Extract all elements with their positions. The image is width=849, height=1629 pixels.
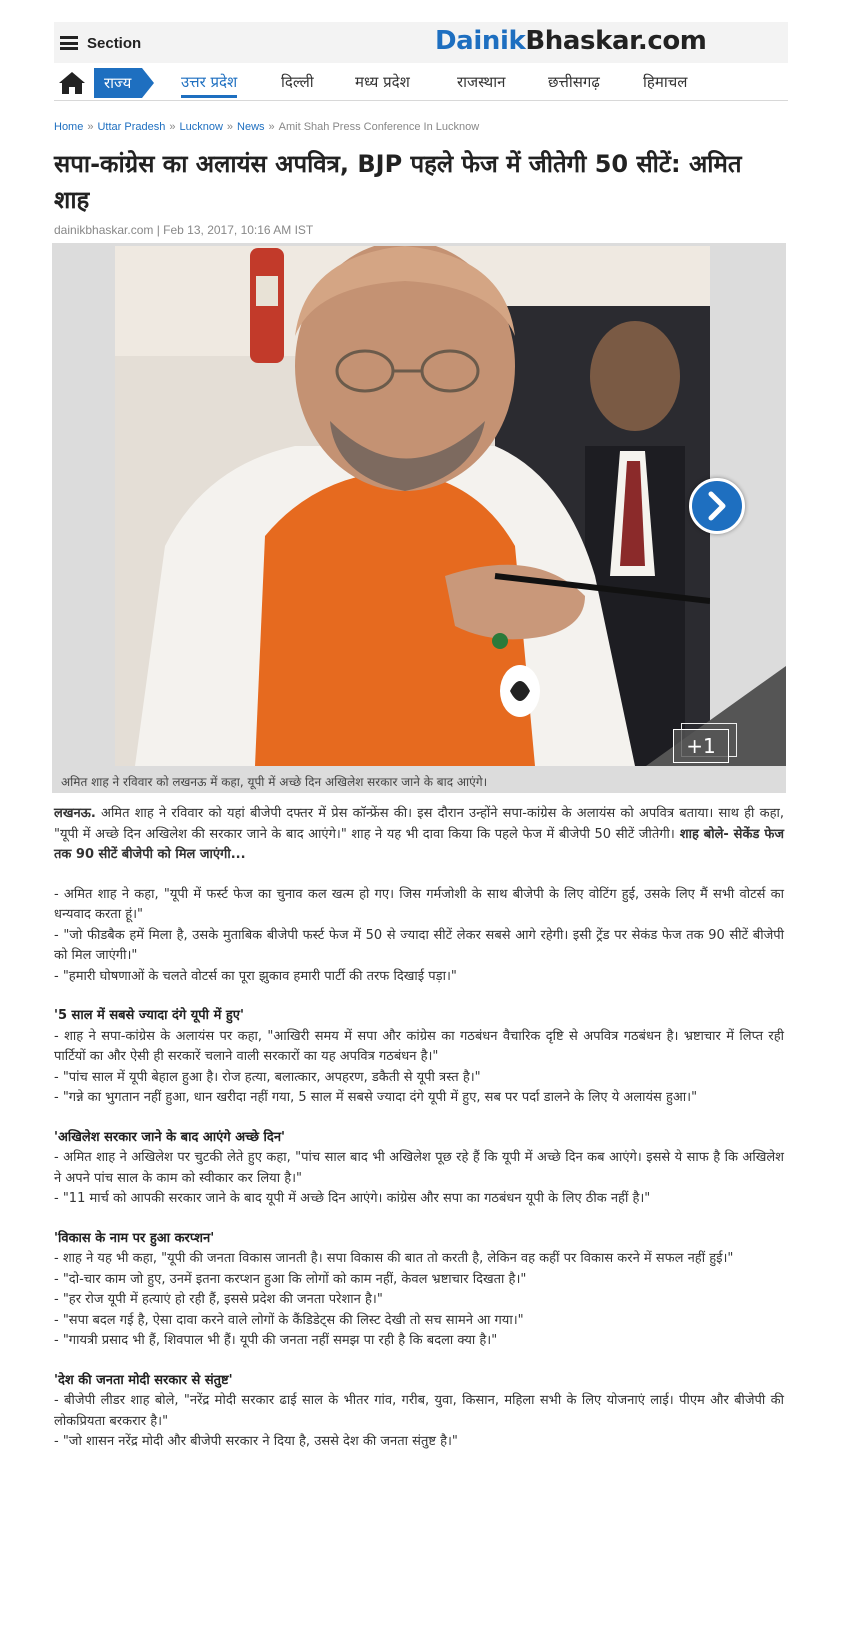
paragraph: - "गन्ने का भुगतान नहीं हुआ, धान खरीदा नहीं गया, 5 साल में सबसे ज्यादा दंगे यूपी में हुए, सब पर पर्दा डालने के लिए ये अलायंस हुआ।" (54, 1090, 698, 1105)
paragraph: - "11 मार्च को आपकी सरकार जाने के बाद यूपी में अच्छे दिन आएंगे। कांग्रेस और सपा का गठबंधन यूपी के लिए ठीक नहीं है।" (54, 1191, 651, 1206)
article-headline: सपा-कांग्रेस का अलायंस अपवित्र, BJP पहले फेज में जीतेगी 50 सीटें: अमित शाह (54, 150, 742, 214)
section-menu-label: Section (87, 34, 142, 52)
article-byline: dainikbhaskar.com | Feb 13, 2017, 10:16 AM IST (54, 223, 314, 237)
article-intro (54, 804, 784, 866)
home-icon[interactable] (58, 70, 86, 96)
chevron-right-icon (692, 481, 742, 531)
nav-item-himachal[interactable]: हिमाचल (643, 73, 688, 91)
hamburger-icon (60, 36, 78, 50)
article-body (54, 804, 784, 1453)
paragraph: - "गायत्री प्रसाद भी हैं, शिवपाल भी हैं। यूपी की जनता नहीं समझ पा रही है कि बदला क्या है।" (54, 1333, 498, 1348)
section-heading: 'अखिलेश सरकार जाने के बाद आएंगे अच्छे दिन' (54, 1129, 286, 1145)
paragraph: - शाह ने यह भी कहा, "यूपी की जनता विकास जानती है। सपा विकास की बात तो करती है, लेकिन वह कहीं पर विकास करने में सफल नहीं हुई।" (54, 1251, 734, 1266)
article-photo[interactable] (115, 246, 710, 766)
state-tag[interactable]: राज्य (94, 68, 142, 98)
paragraph: - "जो शासन नरेंद्र मोदी और बीजेपी सरकार ने दिया है, उससे देश की जनता संतुष्ट है।" (54, 1434, 458, 1449)
paragraph: - "जो फीडबैक हमें मिला है, उसके मुताबिक बीजेपी फर्स्ट फेज में 50 से ज्यादा सीटें लेकर सबसे आगे रहेगी। इसी ट्रेंड पर सेकंड फेज तक 90 सीटें बीजेपी को मिल जाएंगी।" (54, 927, 784, 963)
nav-item-uttar-pradesh[interactable]: उत्तर प्रदेश (181, 69, 237, 98)
breadcrumb-current: Amit Shah Press Conference In Lucknow (278, 121, 480, 133)
paragraph: - अमित शाह ने अखिलेश पर चुटकी लेते हुए कहा, "पांच साल बाद भी अखिलेश पूछ रहे हैं कि यूपी में अच्छे दिन कब आएंगे। इससे ये साफ है कि अखिलेश ने अपने पांच साल के काम को स्वीकार कर लिया है।" (54, 1150, 784, 1186)
breadcrumb-news[interactable]: News (237, 121, 265, 133)
paragraph: - अमित शाह ने कहा, "यूपी में फर्स्ट फेज का चुनाव कल खत्म हो गए। जिस गर्मजोशी के साथ बीजेपी के लिए वोटिंग हुई, उसके लिए मैं सभी वोटर्स का धन्यवाद करता हूं।" (54, 886, 784, 922)
nav-item-delhi[interactable]: दिल्ली (281, 73, 314, 91)
intro-highlight: शाह बोले- सेकेंड फेज तक 90 सीटें बीजेपी को मिल जाएंगी... (54, 826, 784, 862)
nav-item-rajasthan[interactable]: राजस्थान (457, 73, 506, 91)
section-heading: '5 साल में सबसे ज्यादा दंगे यूपी में हुए' (54, 1008, 244, 1023)
gallery-next-button[interactable] (689, 478, 745, 534)
breadcrumb: Home » Uttar Pradesh » Lucknow » News » Amit Shah Press Conference In Lucknow (54, 121, 480, 133)
paragraph: - "पांच साल में यूपी बेहाल हुआ है। रोज हत्या, बलात्कार, अपहरण, डकैती से यूपी त्रस्त है।" (54, 1069, 481, 1085)
breadcrumb-home[interactable]: Home (54, 121, 84, 133)
paragraph: - बीजेपी लीडर शाह बोले, "नरेंद्र मोदी सरकार ढाई साल के भीतर गांव, गरीब, युवा, किसान, महिला सभी के लिए योजनाएं लाई। पीएम और बीजेपी की लोकप्रियता बरकरार है।" (54, 1393, 784, 1429)
section-heading: 'देश की जनता मोदी सरकार से संतुष्ट' (54, 1372, 233, 1388)
nav-item-madhya-pradesh[interactable]: मध्य प्रदेश (355, 73, 410, 91)
gallery-count-text: +1 (686, 734, 716, 758)
intro-text: अमित शाह ने रविवार को यहां बीजेपी दफ्तर में प्रेस कॉन्फ्रेंस की। इस दौरान उन्होंने सपा-कांग्रेस के अलायंस को अपवित्र बताया। साथ ही कहा, "यूपी में अच्छे दिन अखिलेश की सरकार जाने के बाद आएंगे।" शाह ने यह भी दावा किया कि पहले फेज में बीजेपी 50 सीटें जीतेगी। (54, 806, 784, 842)
dateline: लखनऊ. (54, 806, 96, 821)
top-header (54, 22, 788, 63)
section-menu-button[interactable] (60, 31, 141, 55)
logo-part-dainik: Dainik (435, 26, 526, 56)
paragraph: - "हर रोज यूपी में हत्याएं हो रही हैं, इससे प्रदेश की जनता परेशान है।" (54, 1292, 383, 1307)
photo-gallery (52, 243, 786, 793)
paragraph: - "दो-चार काम जो हुए, उनमें इतना करप्शन हुआ कि लोगों को काम नहीं, केवल भ्रष्टाचार दिखता है।" (54, 1271, 527, 1287)
state-nav (54, 65, 788, 101)
nav-item-chhattisgarh[interactable]: छत्तीसगढ़ (548, 73, 600, 91)
paragraph: - शाह ने सपा-कांग्रेस के अलायंस पर कहा, "आखिरी समय में सपा और कांग्रेस का गठबंधन वैचारिक दृष्टि से अपवित्र गठबंधन है। भ्रष्टाचार में लिप्त रही पार्टियों का और ऐसी ही सरकारें चलाने वाली सरकारों का यह अपवित्र गठबंधन है।" (54, 1028, 784, 1064)
photo-caption: अमित शाह ने रविवार को लखनऊ में कहा, यूपी में अच्छे दिन अखिलेश सरकार जाने के बाद आएंगे। (61, 775, 488, 789)
site-logo[interactable] (435, 26, 707, 56)
paragraph: - "हमारी घोषणाओं के चलते वोटर्स का पूरा झुकाव हमारी पार्टी की तरफ दिखाई पड़ा।" (54, 968, 457, 984)
breadcrumb-uttar-pradesh[interactable]: Uttar Pradesh (97, 121, 166, 133)
breadcrumb-lucknow[interactable]: Lucknow (179, 121, 223, 133)
logo-part-bhaskar: Bhaskar.com (525, 26, 707, 56)
section-heading: 'विकास के नाम पर हुआ करप्शन' (54, 1230, 215, 1246)
paragraph: - "सपा बदल गई है, ऐसा दावा करने वाले लोगों के कैंडिडेट्स की लिस्ट देखी तो सच सामने आ गया।" (54, 1312, 524, 1328)
gallery-photo-count[interactable] (673, 723, 737, 763)
